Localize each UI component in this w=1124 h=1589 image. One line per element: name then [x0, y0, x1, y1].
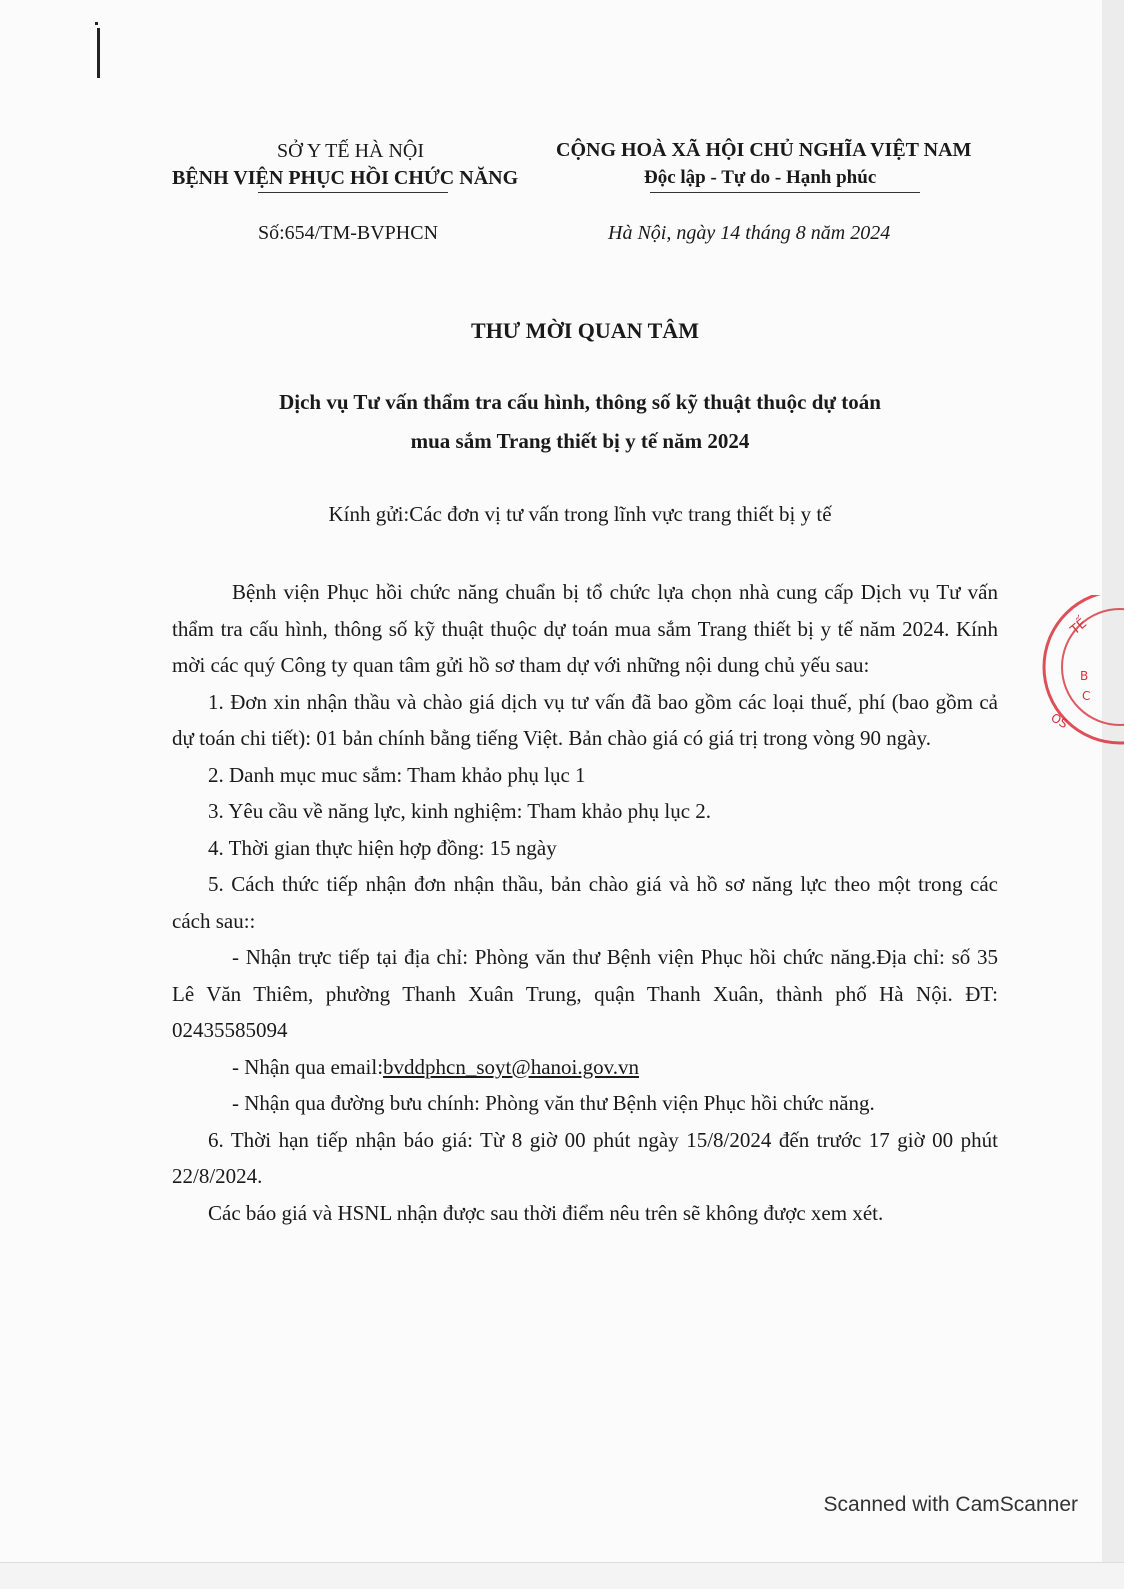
divider	[650, 192, 920, 193]
email-label: - Nhận qua email:	[232, 1054, 384, 1079]
list-item: 3. Yêu cầu về năng lực, kinh nghiệm: Tham khảo phụ lục 2.	[208, 799, 712, 823]
recipient-line: Kính gửi:Các đơn vị tư vấn trong lĩnh vực trang thiết bị y tế	[328, 502, 832, 526]
svg-text:OS: OS	[1048, 710, 1071, 732]
red-seal-stamp	[1020, 595, 1124, 755]
submission-method: - Nhận trực tiếp tại địa chỉ: Phòng văn thư Bệnh viện Phục hồi chức năng.Địa chỉ: số 35 Lê Văn Thiêm, phường Thanh Xuân Trung, quận Thanh Xuân, thành phố Hà Nội. ĐT: 02435585094	[172, 945, 998, 1042]
list-item: 1. Đơn xin nhận thầu và chào giá dịch vụ tư vấn đã bao gồm các loại thuế, phí (bao gồm cả dự toán chi tiết): 01 bản chính bằng tiếng Việt. Bản chào giá có giá trị trong vòng 90 ngày.	[172, 689, 998, 750]
list-item: 5. Cách thức tiếp nhận đơn nhận thầu, bản chào giá và hồ sơ năng lực theo một trong các cách sau::	[172, 872, 998, 933]
scan-mark	[97, 28, 100, 78]
divider	[258, 192, 448, 193]
next-page-strip	[0, 1562, 1124, 1589]
scanner-watermark: Scanned with CamScanner	[823, 1493, 1078, 1516]
svg-text:C: C	[1082, 689, 1091, 703]
submission-method	[172, 1049, 998, 1086]
intro-paragraph: Bệnh viện Phục hồi chức năng chuẩn bị tổ chức lựa chọn nhà cung cấp Dịch vụ Tư vấn thẩm tra cấu hình, thông số kỹ thuật thuộc dự toán mua sắm Trang thiết bị y tế năm 2024. Kính mời các quý Công ty quan tâm gửi hồ sơ tham dự với những nội dung chủ yếu sau:	[172, 580, 998, 677]
page-title: THƯ MỜI QUAN TÂM	[471, 318, 699, 343]
document-number: Số:654/TM-BVPHCN	[258, 222, 439, 244]
subtitle: mua sắm Trang thiết bị y tế năm 2024	[410, 429, 750, 453]
hospital-name: BỆNH VIỆN PHỤC HỒI CHỨC NĂNG	[172, 167, 519, 189]
svg-text:TẾ: TẾ	[1067, 616, 1090, 639]
submission-method: - Nhận qua đường bưu chính: Phòng văn thư Bệnh viện Phục hồi chức năng.	[232, 1091, 875, 1115]
national-title: CỘNG HOÀ XÃ HỘI CHỦ NGHĨA VIỆT NAM	[556, 139, 972, 161]
closing-note: Các báo giá và HSNL nhận được sau thời điểm nêu trên sẽ không được xem xét.	[208, 1200, 884, 1225]
svg-text:B: B	[1080, 669, 1089, 683]
subtitle: Dịch vụ Tư vấn thẩm tra cấu hình, thông số kỹ thuật thuộc dự toán	[279, 390, 881, 414]
letter-body	[172, 574, 998, 1231]
email-link[interactable]: bvddphcn_soyt@hanoi.gov.vn	[383, 1054, 639, 1079]
scan-mark	[95, 22, 98, 25]
national-motto: Độc lập - Tự do - Hạnh phúc	[644, 167, 877, 188]
document-date: Hà Nội, ngày 14 tháng 8 năm 2024	[608, 222, 891, 244]
list-item: 2. Danh mục muc sắm: Tham khảo phụ lục 1	[208, 762, 586, 787]
list-item: 6. Thời hạn tiếp nhận báo giá: Từ 8 giờ 00 phút ngày 15/8/2024 đến trước 17 giờ 00 phút 22/8/2024.	[172, 1127, 998, 1188]
list-item: 4. Thời gian thực hiện hợp đồng: 15 ngày	[208, 835, 557, 860]
department-name: SỞ Y TẾ HÀ NỘI	[277, 140, 425, 162]
